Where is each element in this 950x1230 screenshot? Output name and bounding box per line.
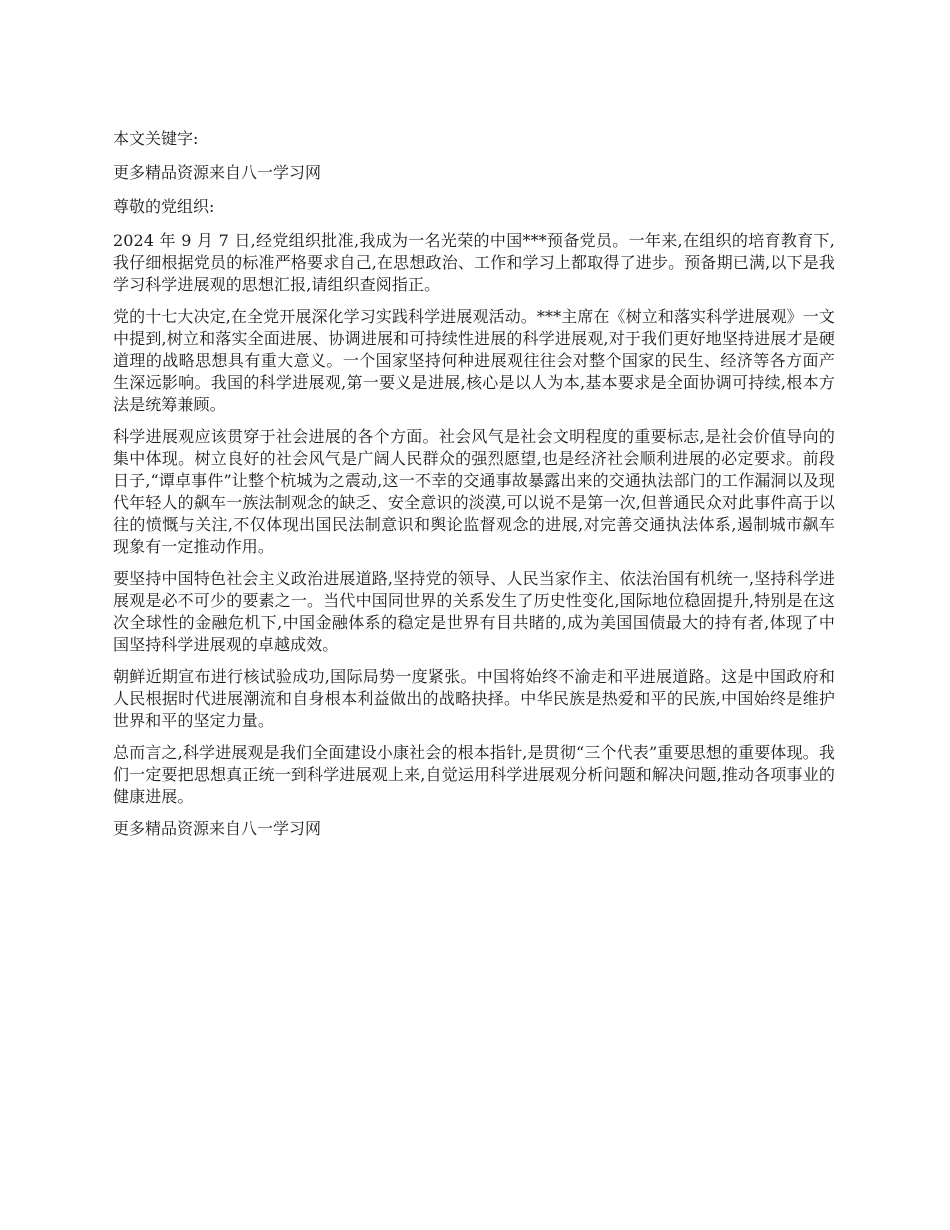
salutation: 尊敬的党组织: [113,197,215,216]
paragraph-5: 朝鲜近期宣布进行核试验成功,国际局势一度紧张。中国将始终不渝走和平进展道路。这是中国政府和人民根据时代进展潮流和自身根本利益做出的战略抉择。中华民族是热爱和平的民族,中国始终是维护世界和平的坚定力量。 [113,667,835,730]
keywords-label: 本文关键字: [113,129,199,148]
source-note-top: 更多精品资源来自八一学习网 [113,163,322,182]
paragraph-4: 要坚持中国特色社会主义政治进展道路,坚持党的领导、人民当家作主、依法治国有机统一,坚持科学进展观是必不可少的要素之一。当代中国同世界的关系发生了历史性变化,国际地位稳固提升,特别是在这次全球性的金融危机下,中国金融体系的稳定是世界有目共睹的,成为美国国债最大的持有者,体现了中国坚持科学进展观的卓越成效。 [113,569,835,654]
source-note-bottom: 更多精品资源来自八一学习网 [113,819,322,838]
paragraph-1: 2024 年 9 月 7 日,经党组织批准,我成为一名光荣的中国***预备党员。一年来,在组织的培育教育下,我仔细根据党员的标准严格要求自己,在思想政治、工作和学习上都取得了进步。预备期已满,以下是我学习科学进展观的思想汇报,请组织查阅指正。 [113,231,835,294]
document-body [113,128,835,852]
paragraph-3: 科学进展观应该贯穿于社会进展的各个方面。社会风气是社会文明程度的重要标志,是社会价值导向的集中体现。树立良好的社会风气是广阔人民群众的强烈愿望,也是经济社会顺利进展的必定要求。前段日子,“谭卓事件”让整个杭城为之震动,这一不幸的交通事故暴露出来的交通执法部门的工作漏洞以及现代年轻人的飙车一族法制观念的缺乏、安全意识的淡漠,可以说不是第一次,但普通民众对此事件高于以往的愤慨与关注,不仅体现出国民法制意识和舆论监督观念的进展,对完善交通执法体系,遏制城市飙车现象有一定推动作用。 [113,427,835,556]
paragraph-2: 党的十七大决定,在全党开展深化学习实践科学进展观活动。***主席在《树立和落实科学进展观》一文中提到,树立和落实全面进展、协调进展和可持续性进展的科学进展观,对于我们更好地坚持进展才是硬道理的战略思想具有重大意义。一个国家坚持何种进展观往往会对整个国家的民生、经济等各方面产生深远影响。我国的科学进展观,第一要义是进展,核心是以人为本,基本要求是全面协调可持续,根本方法是统筹兼顾。 [113,307,835,414]
paragraph-6: 总而言之,科学进展观是我们全面建设小康社会的根本指针,是贯彻“三个代表”重要思想的重要体现。我们一定要把思想真正统一到科学进展观上来,自觉运用科学进展观分析问题和解决问题,推动各项事业的健康进展。 [113,743,835,806]
